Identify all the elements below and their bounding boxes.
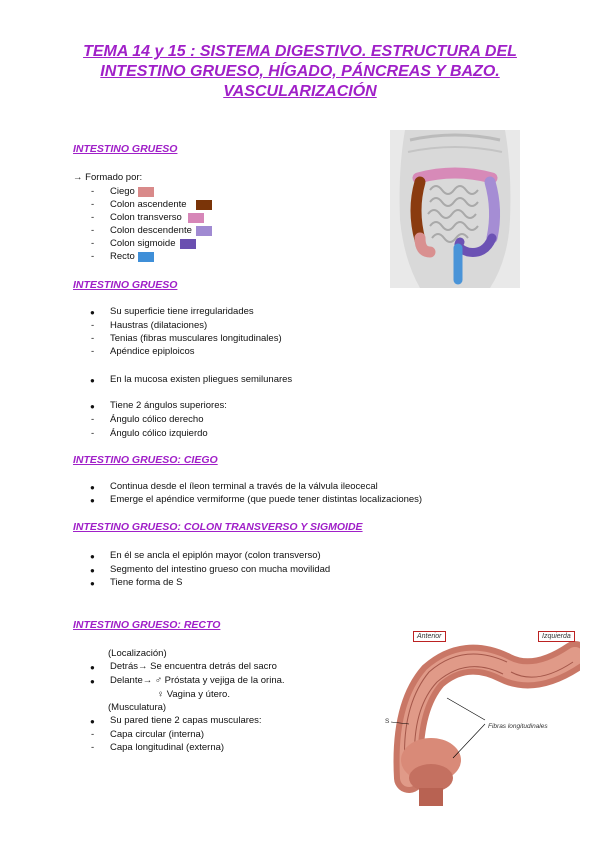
color-swatch — [196, 226, 212, 236]
large-intestine-abdomen-figure — [390, 130, 520, 288]
bullet-marker: ● — [90, 496, 95, 505]
bullet-text: Tiene forma de S — [110, 577, 183, 588]
dash-marker: - — [91, 199, 95, 210]
bullet-marker: ● — [90, 677, 95, 686]
dash-marker: - — [91, 414, 95, 425]
bullet-marker: ● — [90, 579, 95, 588]
component-label: Ciego — [110, 186, 135, 197]
dash-text: Ángulo cólico derecho — [110, 414, 204, 425]
bullet-text: En él se ancla el epiplón mayor (colon transverso) — [110, 550, 321, 561]
bullet-text: Emerge el apéndice vermiforme (que puede tener distintas localizaciones) — [110, 494, 423, 505]
section-heading-intestino-grueso: INTESTINO GRUESO — [73, 143, 178, 155]
rectum-muscle-figure — [385, 628, 580, 810]
page-title — [40, 42, 560, 102]
formado-por-intro: → Formado por: — [73, 172, 143, 183]
bullet-text: En la mucosa existen pliegues semilunares — [110, 374, 293, 385]
title-line-3: VASCULARIZACIÓN — [223, 83, 377, 100]
bullet-text: Tiene 2 ángulos superiores: — [110, 400, 227, 411]
dash-text: Haustras (dilataciones) — [110, 320, 208, 331]
dash-text: Tenias (fibras musculares longitudinales) — [110, 333, 282, 344]
bullet-marker: ● — [90, 717, 95, 726]
component-label: Colon ascendente — [110, 199, 187, 210]
component-label: Colon descendente — [110, 225, 192, 236]
dash-text: Capa circular (interna) — [110, 729, 204, 740]
delante-female-text: ♀ Vagina y útero. — [157, 689, 230, 700]
bullet-marker: ● — [90, 663, 95, 672]
component-label: Colon sigmoide — [110, 238, 176, 249]
bullet-marker: ● — [90, 376, 95, 385]
dash-marker: - — [91, 320, 95, 331]
color-swatch — [188, 213, 204, 223]
section-heading-recto: INTESTINO GRUESO: RECTO — [73, 619, 221, 631]
section-heading-ciego: INTESTINO GRUESO: CIEGO — [73, 454, 218, 466]
color-swatch — [180, 239, 196, 249]
color-swatch — [138, 252, 154, 262]
dash-marker: - — [91, 428, 95, 439]
musculatura-label: (Musculatura) — [108, 702, 167, 713]
color-swatch — [138, 187, 154, 197]
bullet-marker: ● — [90, 552, 95, 561]
dash-text: Capa longitudinal (externa) — [110, 742, 225, 753]
section-heading-colon-transverso-sigmoide: INTESTINO GRUESO: COLON TRANSVERSO Y SIGMOIDE — [73, 521, 363, 533]
bullet-text: Su pared tiene 2 capas musculares: — [110, 715, 262, 726]
dash-text: Apéndice epiploicos — [110, 346, 195, 357]
section-heading-intestino-grueso-2: INTESTINO GRUESO — [73, 279, 178, 291]
dash-marker: - — [91, 729, 95, 740]
color-swatch — [196, 200, 212, 210]
component-label: Colon transverso — [110, 212, 182, 223]
bullet-marker: ● — [90, 483, 95, 492]
figure-label-s: S — [385, 718, 390, 725]
bullet-marker: ● — [90, 566, 95, 575]
bullet-marker: ● — [90, 308, 95, 317]
bullet-text: Continua desde el íleon terminal a través de la válvula ileocecal — [110, 481, 378, 492]
figure-label-anterior: Anterior — [413, 631, 446, 642]
dash-marker: - — [91, 333, 95, 344]
dash-marker: - — [91, 186, 95, 197]
localizacion-label: (Localización) — [108, 648, 167, 659]
component-label: Recto — [110, 251, 135, 262]
bullet-text: Segmento del intestino grueso con mucha movilidad — [110, 564, 331, 575]
dash-marker: - — [91, 238, 95, 249]
dash-marker: - — [91, 251, 95, 262]
dash-marker: - — [91, 212, 95, 223]
dash-marker: - — [91, 742, 95, 753]
bullet-text: Su superficie tiene irregularidades — [110, 306, 254, 317]
title-line-1: TEMA 14 y 15 : SISTEMA DIGESTIVO. ESTRUCTURA DEL — [83, 43, 517, 60]
dash-marker: - — [91, 346, 95, 357]
bullet-text: Detrás→ Se encuentra detrás del sacro — [110, 661, 277, 672]
title-line-2: INTESTINO GRUESO, HÍGADO, PÁNCREAS Y BAZO. — [100, 63, 500, 80]
dash-text: Ángulo cólico izquierdo — [110, 428, 208, 439]
bullet-marker: ● — [90, 402, 95, 411]
bullet-text: Delante→ ♂ Próstata y vejiga de la orina. — [110, 675, 285, 686]
dash-marker: - — [91, 225, 95, 236]
figure-label-fibras: Fibras longitudinales — [488, 723, 548, 730]
figure-label-izquierda: Izquierda — [538, 631, 575, 642]
